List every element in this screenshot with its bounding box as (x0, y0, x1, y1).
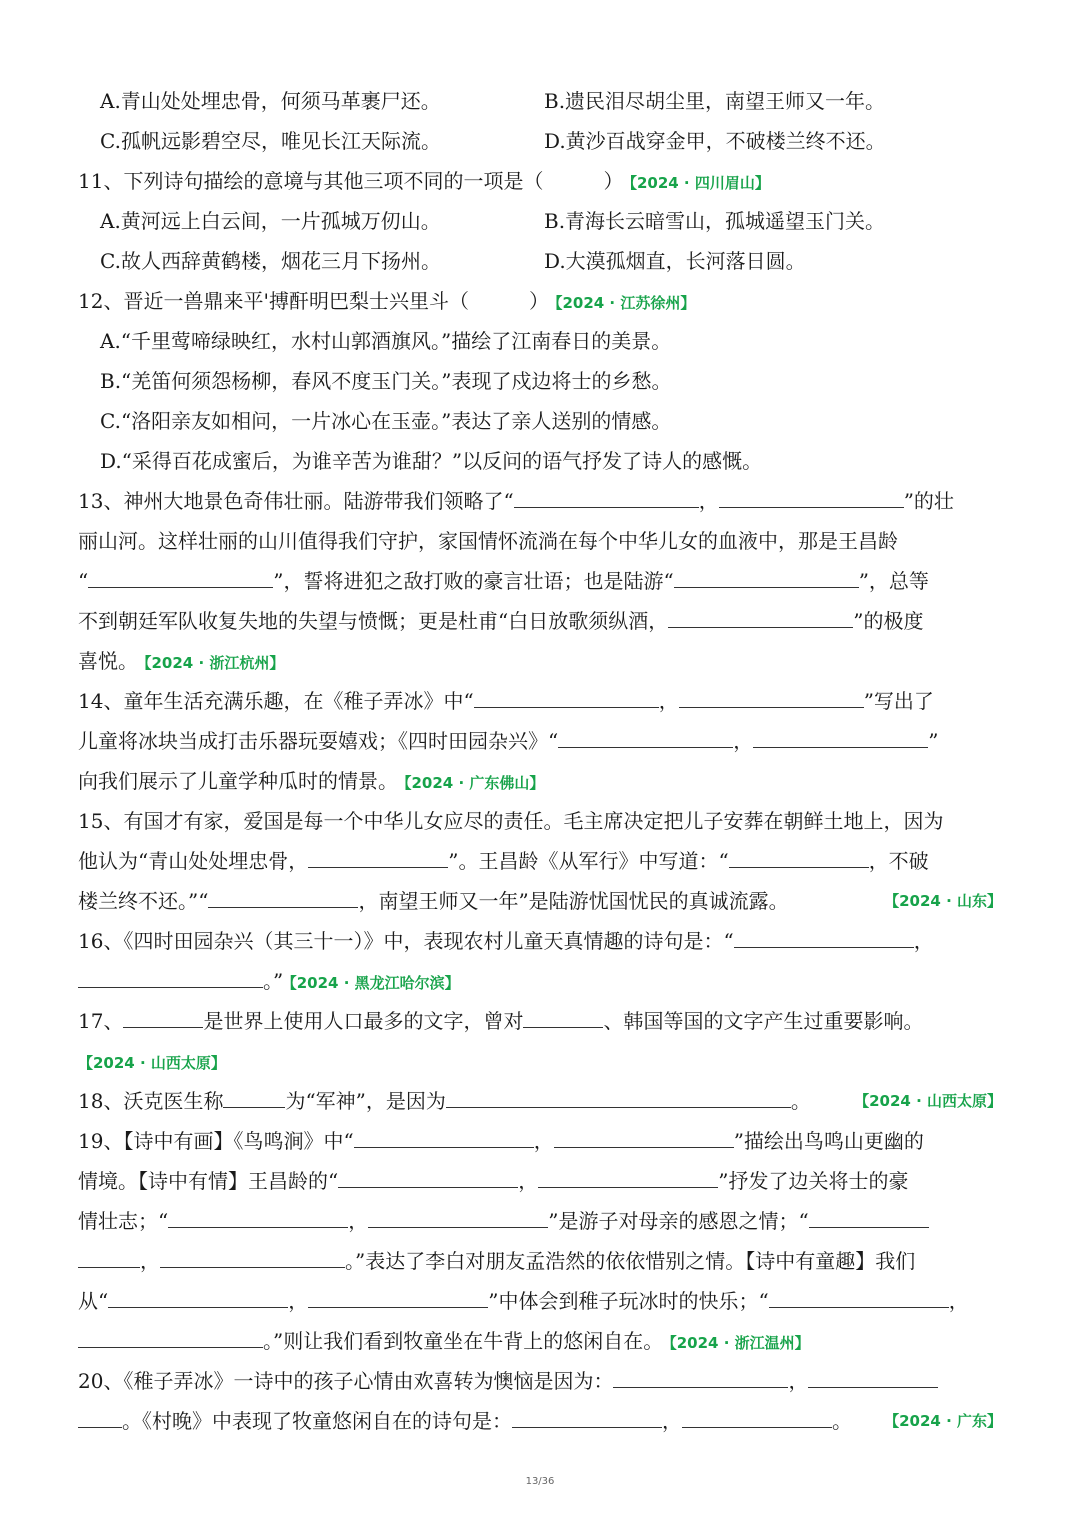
q20-source: 【2024 · 广东】 (884, 1412, 1002, 1430)
q19-line-3 (78, 1206, 1002, 1236)
q17-text: 、韩国等国的文字产生过重要影响。 (603, 1009, 924, 1033)
q18-source: 【2024 · 山西太原】 (854, 1092, 1002, 1110)
q11-row-ab (78, 206, 1002, 236)
q19-text: ， (348, 1209, 369, 1233)
q18-text: 18、沃克医生称 (78, 1089, 224, 1113)
q19-text: ， (948, 1289, 969, 1313)
q12-option-a: A.“千里莺啼绿映红，水村山郭酒旗风。”描绘了江南春日的美景。 (100, 329, 672, 353)
answer-blank[interactable] (160, 1247, 345, 1268)
q10-row-cd (78, 126, 1002, 156)
q19-text: 。”则让我们看到牧童坐在牛背上的悠闲自在。 (263, 1329, 664, 1353)
q13-line-2 (78, 526, 1002, 556)
q20-line-2 (78, 1406, 1002, 1436)
q17-text: 17、 (78, 1009, 124, 1033)
answer-blank[interactable] (719, 487, 904, 508)
q15-line-1 (78, 806, 1002, 836)
answer-blank[interactable] (354, 1127, 534, 1148)
q15-source: 【2024 · 山东】 (884, 892, 1002, 910)
q11-option-b: B.青海长云暗雪山，孤城遥望玉门关。 (544, 209, 886, 233)
answer-blank[interactable] (809, 1207, 929, 1228)
q16-source: 【2024 · 黑龙江哈尔滨】 (289, 974, 460, 992)
q13-text: ”，誓将进犯之敌打败的豪言壮语；也是陆游“ (273, 569, 674, 593)
answer-blank[interactable] (78, 1247, 140, 1268)
answer-blank[interactable] (123, 1007, 203, 1028)
answer-blank[interactable] (523, 1007, 603, 1028)
answer-blank[interactable] (368, 1207, 548, 1228)
q15-text: 楼兰终不还。”“ (78, 889, 209, 913)
q19-source: 【2024 · 浙江温州】 (669, 1334, 810, 1352)
q11-option-d: D.大漠孤烟直，长河落日圆。 (544, 249, 806, 273)
q12-option-d: D.“采得百花成蜜后，为谁辛苦为谁甜？”以反问的语气抒发了诗人的感慨。 (100, 449, 763, 473)
q12-stem-line (78, 286, 1002, 316)
q12-option-b-line (78, 366, 1002, 396)
q19-text: ， (288, 1289, 309, 1313)
q14-text: 儿童将冰块当成打击乐器玩耍嬉戏；《四时田园杂兴》“ (78, 729, 559, 753)
q14-text: ， (658, 689, 679, 713)
answer-blank[interactable] (78, 967, 263, 988)
q18-text: 为“军神”，是因为 (285, 1089, 446, 1113)
q20-text: ， (788, 1369, 809, 1393)
q19-text: 。”表达了李白对朋友孟浩然的依依惜别之情。【诗中有童趣】我们 (345, 1249, 916, 1273)
q19-line-2 (78, 1166, 1002, 1196)
q13-line-5 (78, 646, 1002, 676)
q16-line-2 (78, 966, 1002, 996)
answer-blank[interactable] (108, 1287, 288, 1308)
q17-line-2 (78, 1046, 1002, 1076)
q12-option-c: C.“洛阳亲友如相问，一片冰心在玉壶。”表达了亲人送别的情感。 (100, 409, 672, 433)
q14-text: ， (733, 729, 754, 753)
answer-blank[interactable] (308, 847, 448, 868)
q13-line-1 (78, 486, 1002, 516)
q18-line (78, 1086, 1002, 1116)
q17-source: 【2024 · 山西太原】 (78, 1054, 226, 1072)
q13-text: ”的壮 (903, 489, 954, 513)
q13-line-4 (78, 606, 1002, 636)
q19-text: ”中体会到稚子玩冰时的快乐；“ (488, 1289, 769, 1313)
answer-blank[interactable] (78, 1327, 263, 1348)
q19-text: ， (518, 1169, 539, 1193)
answer-blank[interactable] (512, 1407, 662, 1428)
answer-blank[interactable] (446, 1087, 791, 1108)
q19-text: ， (533, 1129, 554, 1153)
q20-text: 。 (832, 1409, 852, 1433)
q15-line-2 (78, 846, 1002, 876)
q14-line-1 (78, 686, 1002, 716)
q18-text: 。 (790, 1089, 811, 1113)
q15-text: ，不破 (868, 849, 929, 873)
q15-text: ”。王昌龄《从军行》中写道：“ (448, 849, 729, 873)
q19-text: ， (140, 1249, 160, 1273)
q16-text: 16、《四时田园杂兴（其三十一）》中，表现农村儿童天真情趣的诗句是：“ (78, 929, 734, 953)
q13-line-3 (78, 566, 1002, 596)
q14-text: ”写出了 (863, 689, 934, 713)
q19-text: 情壮志；“ (78, 1209, 169, 1233)
q19-line-5 (78, 1286, 1002, 1316)
q20-line-1 (78, 1366, 1002, 1396)
q19-text: 情境。【诗中有情】王昌龄的“ (78, 1169, 339, 1193)
answer-blank[interactable] (808, 1367, 938, 1388)
answer-blank[interactable] (674, 567, 859, 588)
q20-text: 。《村晚》中表现了牧童悠闲自在的诗句是： (122, 1409, 512, 1433)
q15-text: ，南望王师又一年”是陆游忧国忧民的真诚流露。 (358, 889, 789, 913)
q11-option-c: C.故人西辞黄鹤楼，烟花三月下扬州。 (100, 249, 441, 273)
q19-text: 19、【诗中有画】《鸟鸣涧》中“ (78, 1129, 354, 1153)
q19-text: ”抒发了边关将士的豪 (718, 1169, 909, 1193)
q14-line-3 (78, 766, 1002, 796)
answer-blank[interactable] (208, 887, 358, 908)
answer-blank[interactable] (168, 1207, 348, 1228)
q13-text: ”，总等 (858, 569, 929, 593)
q13-text: ”的极度 (853, 609, 924, 633)
q12-option-d-line (78, 446, 1002, 476)
q11-stem: 11、下列诗句描绘的意境与其他三项不同的一项是（ ） (78, 169, 624, 193)
answer-blank[interactable] (78, 1407, 122, 1428)
q19-line-6 (78, 1326, 1002, 1356)
q14-text: ” (928, 729, 939, 753)
answer-blank[interactable] (668, 607, 853, 628)
q13-text: 不到朝廷军队收复失地的失望与愤慨；更是杜甫“白日放歌须纵酒， (78, 609, 669, 633)
q12-source: 【2024 · 江苏徐州】 (554, 294, 696, 312)
answer-blank[interactable] (734, 927, 914, 948)
q13-text: ， (698, 489, 719, 513)
q11-option-a: A.黄河远上白云间，一片孤城万仞山。 (100, 209, 441, 233)
q14-text: 14、童年生活充满乐趣，在《稚子弄冰》中“ (78, 689, 474, 713)
q20-text: 20、《稚子弄冰》一诗中的孩子心情由欢喜转为懊恼是因为： (78, 1369, 614, 1393)
answer-blank[interactable] (474, 687, 659, 708)
q16-line-1 (78, 926, 1002, 956)
answer-blank[interactable] (729, 847, 869, 868)
q19-text: ”描绘出鸟鸣山更幽的 (733, 1129, 924, 1153)
q19-line-4 (78, 1246, 1002, 1276)
q11-source: 【2024 · 四川眉山】 (629, 174, 770, 192)
answer-blank[interactable] (769, 1287, 949, 1308)
q17-text: 是世界上使用人口最多的文字，曾对 (203, 1009, 524, 1033)
q13-text: 丽山河。这样壮丽的山川值得我们守护，家国情怀流淌在每个中华儿女的血液中，那是王昌龄 (78, 529, 898, 553)
q15-text: 他认为“青山处处埋忠骨， (78, 849, 309, 873)
q13-text: “ (78, 569, 89, 593)
answer-blank[interactable] (679, 687, 864, 708)
answer-blank[interactable] (338, 1167, 518, 1188)
q13-text: 喜悦。 (78, 649, 138, 673)
q20-text: ， (662, 1409, 682, 1433)
q19-line-1 (78, 1126, 1002, 1156)
q11-row-cd (78, 246, 1002, 276)
q12-option-b: B.“羌笛何须怨杨柳，春风不度玉门关。”表现了戍边将士的乡愁。 (100, 369, 672, 393)
q12-stem: 12、晋近一兽鼎来平'搏酐明巴梨士兴里斗（ ） (78, 289, 549, 313)
q16-text: 。” (263, 969, 284, 993)
q10-option-c: C.孤帆远影碧空尽，唯见长江天际流。 (100, 129, 441, 153)
q14-text: 向我们展示了儿童学种瓜时的情景。 (78, 769, 398, 793)
q10-option-b: B.遗民泪尽胡尘里，南望王师又一年。 (544, 89, 886, 113)
answer-blank[interactable] (223, 1087, 285, 1108)
answer-blank[interactable] (514, 487, 699, 508)
q10-row-ab (78, 86, 1002, 116)
q14-line-2 (78, 726, 1002, 756)
q12-option-a-line (78, 326, 1002, 356)
page-number: 13/36 (525, 1476, 555, 1487)
q10-option-a: A.青山处处埋忠骨，何须马革裹尸还。 (100, 89, 441, 113)
answer-blank[interactable] (753, 727, 928, 748)
q16-text: ， (913, 929, 934, 953)
q10-option-d: D.黄沙百战穿金甲，不破楼兰终不还。 (544, 129, 886, 153)
answer-blank[interactable] (554, 1127, 734, 1148)
q17-line-1 (78, 1006, 1002, 1036)
q12-option-c-line (78, 406, 1002, 436)
q19-text: ”是游子对母亲的感恩之情；“ (548, 1209, 809, 1233)
answer-blank[interactable] (682, 1407, 832, 1428)
answer-blank[interactable] (538, 1167, 718, 1188)
q15-line-3 (78, 886, 1002, 916)
answer-blank[interactable] (558, 727, 733, 748)
q13-text: 13、神州大地景色奇伟壮丽。陆游带我们领略了“ (78, 489, 514, 513)
q19-text: 从“ (78, 1289, 109, 1313)
q13-source: 【2024 · 浙江杭州】 (144, 654, 285, 672)
q11-stem-line (78, 166, 1002, 196)
answer-blank[interactable] (613, 1367, 788, 1388)
answer-blank[interactable] (88, 567, 273, 588)
q14-source: 【2024 · 广东佛山】 (404, 774, 545, 792)
q15-text: 15、有国才有家，爱国是每一个中华儿女应尽的责任。毛主席决定把儿子安葬在朝鲜土地上，因为 (78, 809, 944, 833)
answer-blank[interactable] (308, 1287, 488, 1308)
